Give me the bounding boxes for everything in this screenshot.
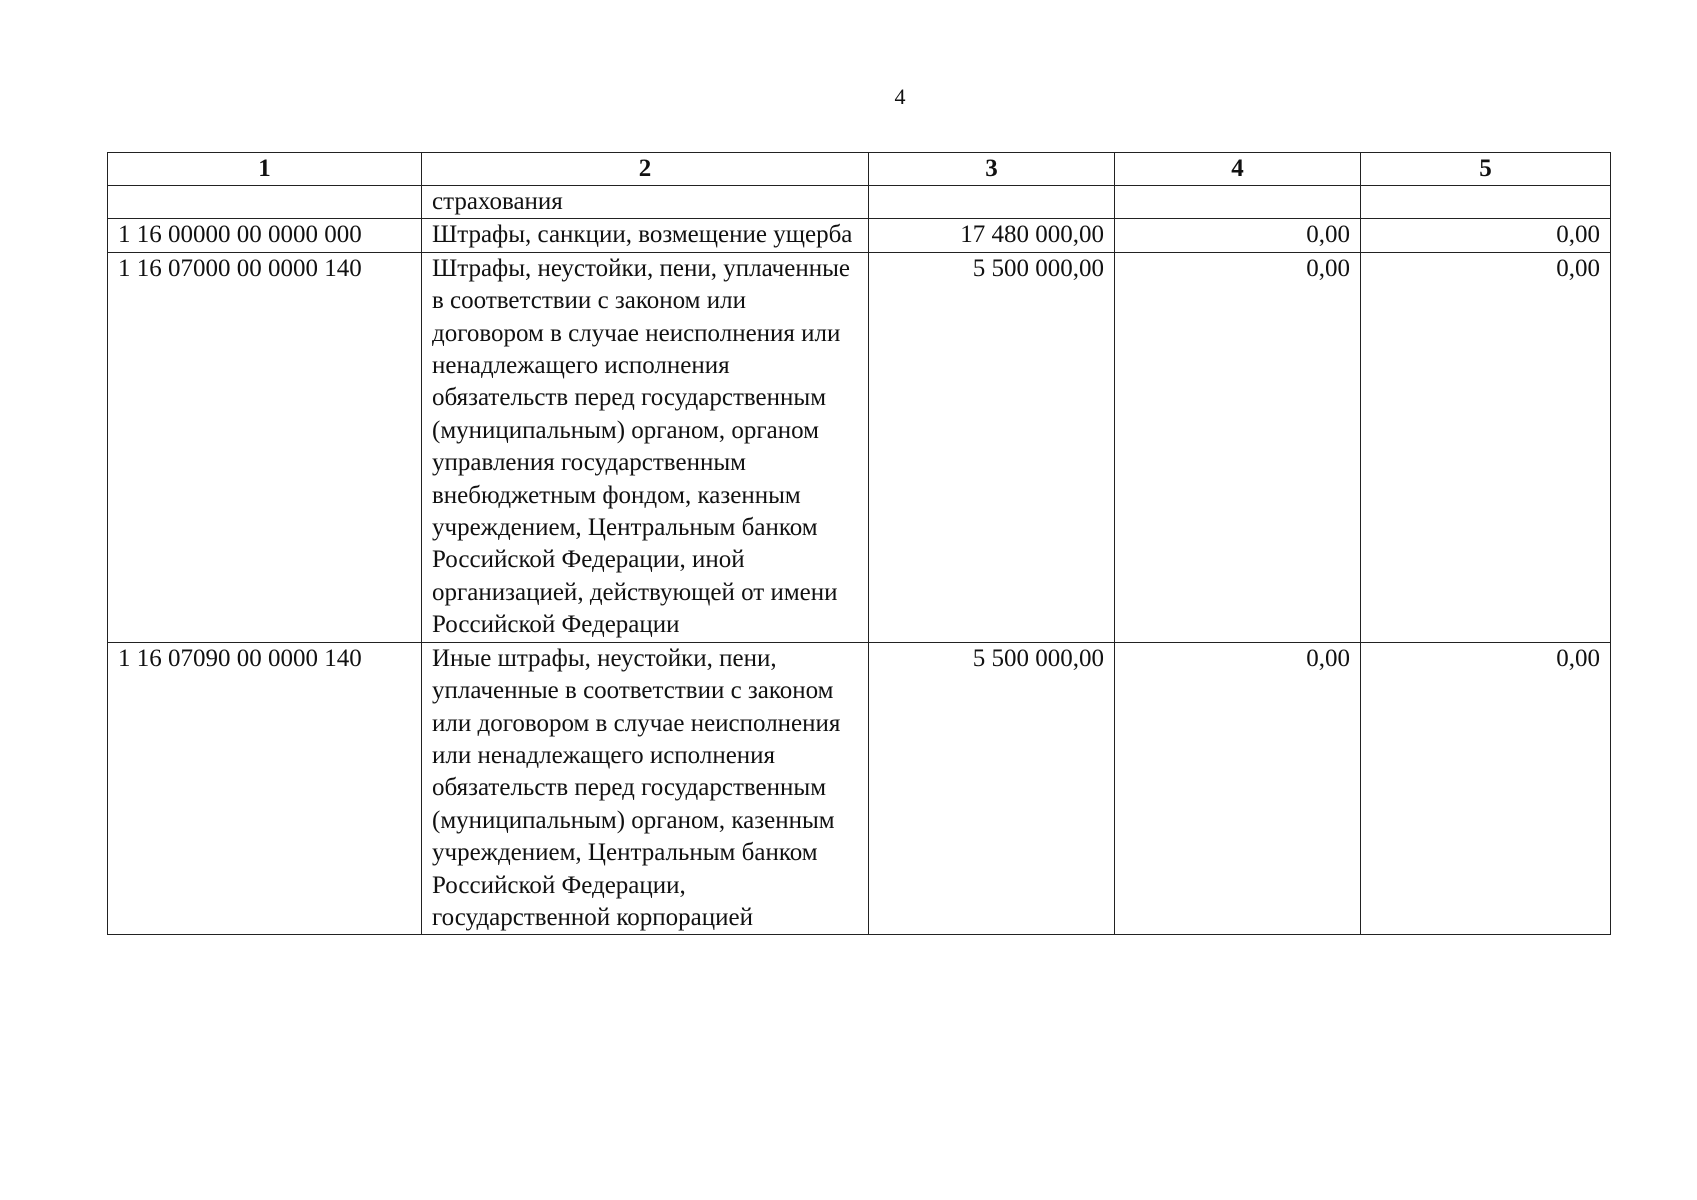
row-code: 1 16 07090 00 0000 140 — [108, 642, 422, 935]
row-value-3: 5 500 000,00 — [869, 252, 1115, 642]
table-row — [108, 642, 1611, 935]
row-value-5: 0,00 — [1361, 642, 1611, 935]
table-row — [108, 252, 1611, 642]
row-value-3 — [869, 186, 1115, 219]
row-value-5 — [1361, 186, 1611, 219]
column-header-2: 2 — [422, 153, 869, 186]
row-value-5: 0,00 — [1361, 219, 1611, 252]
revenue-table — [107, 152, 1611, 935]
page-number: 4 — [894, 84, 906, 109]
row-code: 1 16 00000 00 0000 000 — [108, 219, 422, 252]
column-header-4: 4 — [1115, 153, 1361, 186]
table-row — [108, 219, 1611, 252]
row-code: 1 16 07000 00 0000 140 — [108, 252, 422, 642]
row-name: Штрафы, неустойки, пени, уплаченные в соответствии с законом или договором в случае неисполнения или ненадлежащего исполнения обязательств перед государственным (муниципальным) органом, органом управления государственным внебюджетным фондом, казенным учреждением, Центральным банком Российской Федерации, иной организацией, действующей от имени Российской Федерации — [422, 252, 869, 642]
row-value-3: 5 500 000,00 — [869, 642, 1115, 935]
row-value-3: 17 480 000,00 — [869, 219, 1115, 252]
column-header-3: 3 — [869, 153, 1115, 186]
row-value-4: 0,00 — [1115, 642, 1361, 935]
row-name: Иные штрафы, неустойки, пени, уплаченные в соответствии с законом или договором в случае неисполнения или ненадлежащего исполнения обязательств перед государственным (муниципальным) органом, казенным учреждением, Центральным банком Российской Федерации, государственной корпорацией — [422, 642, 869, 935]
row-code — [108, 186, 422, 219]
row-name: Штрафы, санкции, возмещение ущерба — [422, 219, 869, 252]
row-value-4: 0,00 — [1115, 219, 1361, 252]
row-value-4: 0,00 — [1115, 252, 1361, 642]
row-value-5: 0,00 — [1361, 252, 1611, 642]
column-header-5: 5 — [1361, 153, 1611, 186]
table-header-row — [108, 153, 1611, 186]
row-value-4 — [1115, 186, 1361, 219]
row-name: страхования — [422, 186, 869, 219]
column-header-1: 1 — [108, 153, 422, 186]
table-row — [108, 186, 1611, 219]
